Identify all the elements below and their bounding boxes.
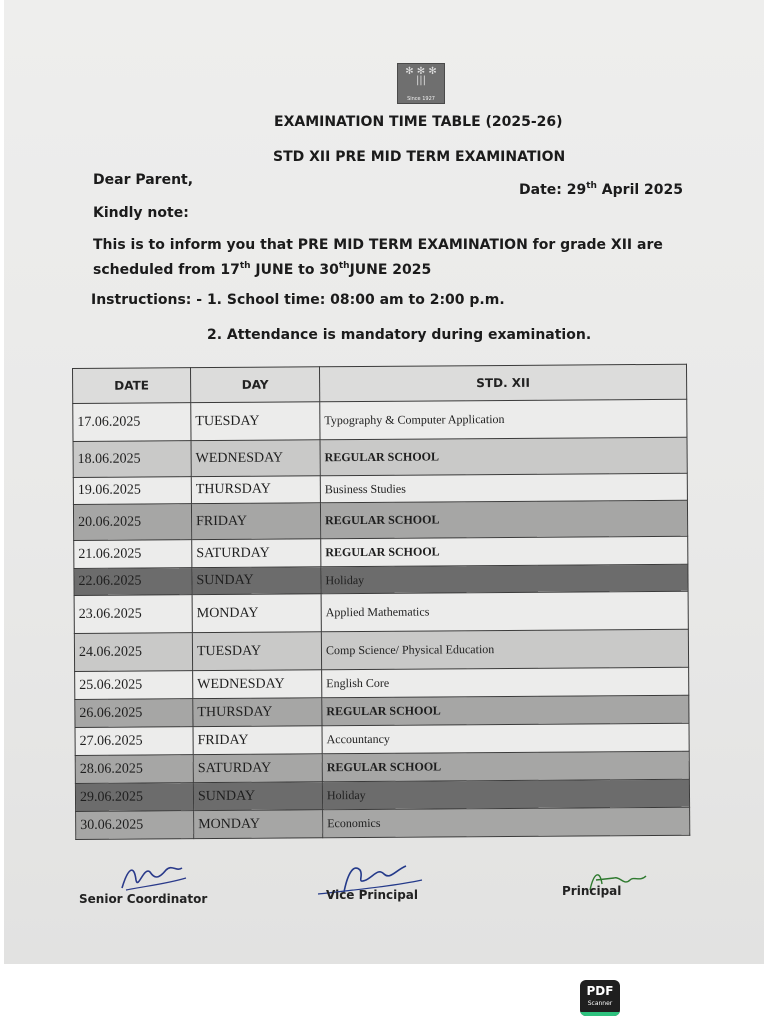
letter-date: Date: 29th April 2025	[519, 181, 684, 198]
table-row	[76, 807, 690, 839]
row-subject: English Core	[322, 667, 689, 698]
table-row	[75, 667, 689, 699]
row-day: FRIDAY	[191, 503, 320, 540]
row-date: 28.06.2025	[75, 755, 193, 784]
attendance-line: 2. Attendance is mandatory during examination.	[207, 327, 592, 343]
document-page	[4, 0, 764, 964]
senior-coordinator-label: Senior Coordinator	[79, 892, 208, 906]
row-day: SUNDAY	[193, 782, 322, 811]
row-day: TUESDAY	[192, 632, 321, 671]
instructions-line: Instructions: - 1. School time: 08:00 am to 2:00 p.m.	[91, 292, 505, 308]
table-row	[74, 591, 688, 633]
row-subject: REGULAR SCHOOL	[322, 751, 689, 782]
table-row	[75, 695, 689, 727]
table-body	[73, 399, 690, 839]
table-row	[73, 473, 687, 504]
row-subject: Business Studies	[320, 473, 687, 503]
row-date: 27.06.2025	[75, 727, 193, 756]
table-row	[74, 629, 688, 671]
header-day: DAY	[191, 367, 320, 403]
table-row	[73, 500, 687, 540]
table-row	[73, 399, 687, 441]
row-date: 24.06.2025	[74, 633, 192, 672]
table-row	[75, 723, 689, 755]
badge-subtitle: Scanner	[587, 1000, 613, 1007]
row-day: THURSDAY	[191, 476, 320, 504]
row-subject: Holiday	[321, 564, 688, 594]
table-row	[74, 564, 688, 595]
row-day: FRIDAY	[193, 726, 322, 755]
row-date: 30.06.2025	[76, 811, 194, 840]
table-row	[75, 751, 689, 783]
logo-caption: Since 1927	[407, 96, 435, 102]
row-date: 29.06.2025	[75, 783, 193, 812]
row-date: 19.06.2025	[73, 477, 191, 505]
badge-accent-bar	[580, 1012, 620, 1016]
row-subject: Comp Science/ Physical Education	[321, 629, 688, 670]
row-subject: Holiday	[322, 779, 689, 810]
badge-title: PDF	[586, 984, 614, 998]
row-subject: Applied Mathematics	[321, 591, 688, 632]
row-subject: Accountancy	[322, 723, 689, 754]
intro-line-2: scheduled from 17th JUNE to 30thJUNE 2025	[93, 261, 432, 278]
row-date: 23.06.2025	[74, 595, 192, 634]
row-subject: REGULAR SCHOOL	[321, 536, 688, 567]
row-date: 21.06.2025	[74, 540, 192, 569]
row-day: TUESDAY	[191, 402, 320, 441]
row-subject: Economics	[323, 807, 690, 838]
document-title: EXAMINATION TIME TABLE (2025-26)	[274, 114, 563, 130]
row-date: 26.06.2025	[75, 699, 193, 728]
table-row	[75, 779, 689, 811]
row-day: WEDNESDAY	[193, 670, 322, 699]
row-subject: REGULAR SCHOOL	[322, 695, 689, 726]
row-day: SATURDAY	[193, 754, 322, 783]
row-subject: REGULAR SCHOOL	[320, 500, 687, 539]
row-day: SUNDAY	[192, 567, 321, 595]
document-subtitle: STD XII PRE MID TERM EXAMINATION	[273, 149, 566, 165]
table-row	[73, 437, 687, 477]
greeting: Dear Parent,	[93, 172, 194, 188]
row-date: 22.06.2025	[74, 568, 192, 596]
pdf-scanner-badge[interactable]	[580, 980, 620, 1016]
tree-icon: ✻ ✻ ✻ |||	[405, 66, 437, 86]
vice-principal-label: Vice Principal	[326, 888, 419, 902]
row-date: 17.06.2025	[73, 403, 191, 442]
intro-line-1: This is to inform you that PRE MID TERM EXAMINATION for grade XII are	[93, 237, 663, 253]
table-row	[74, 536, 688, 568]
kindly-note: Kindly note:	[93, 205, 189, 221]
row-day: MONDAY	[192, 594, 321, 633]
principal-label: Principal	[562, 884, 622, 898]
row-date: 18.06.2025	[73, 441, 191, 478]
senior-coordinator-signature-icon	[116, 858, 188, 894]
row-day: THURSDAY	[193, 698, 322, 727]
row-day: SATURDAY	[192, 539, 321, 568]
row-day: MONDAY	[194, 810, 323, 839]
header-class: STD. XII	[319, 364, 686, 402]
school-logo	[397, 63, 445, 104]
header-date: DATE	[73, 368, 191, 404]
row-subject: Typography & Computer Application	[320, 399, 687, 440]
row-date: 20.06.2025	[73, 504, 191, 541]
row-subject: REGULAR SCHOOL	[320, 437, 687, 476]
row-date: 25.06.2025	[75, 671, 193, 700]
exam-timetable	[72, 364, 690, 840]
table-header-row	[73, 364, 687, 403]
row-day: WEDNESDAY	[191, 440, 320, 477]
